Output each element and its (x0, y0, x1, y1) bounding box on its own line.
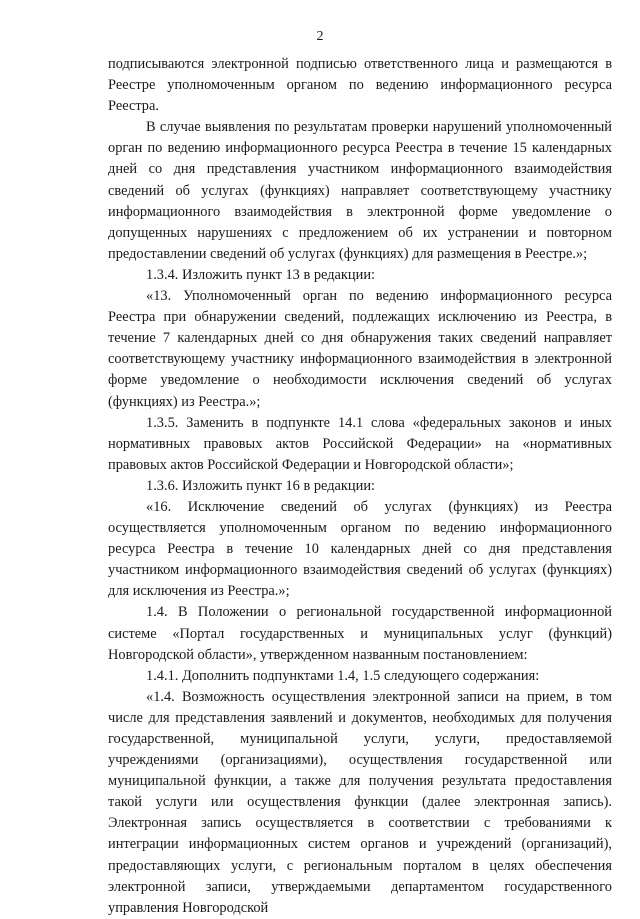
paragraph-1-3-4: 1.3.4. Изложить пункт 13 в редакции: (146, 266, 376, 283)
paragraph-item-16: «16. Исключение сведений об услугах (функциях) из Реестра осуществляется уполномоченным органом по ведению информационного ресурса Реестра в течение 10 календарных дней со дня представления участником информационного взаимодействия сведений об услугах (функциях) для исключения из Реестра.»; (108, 498, 612, 600)
paragraph-item-1-4: «1.4. Возможность осуществления электронной записи на прием, в том числе для представления заявлений и документов, необходимых для получения государственной, муниципальной услуги, услуги, предоставляемой учреждениями (организациями), осуществления государственной или муниципальной функции, а также для получения результата предоставления такой услуги или осуществления функции (далее электронная запись). Электронная запись осуществляется в соответствии с требованиями к интеграции информационных систем органов и учреждений (организаций), предоставляющих услуги, с региональным порталом в целях обеспечения электронной записи, утверждаемыми департаментом государственного управления Новгородской (108, 688, 612, 916)
page-number: 2 (316, 29, 324, 44)
paragraph-1-3-6: 1.3.6. Изложить пункт 16 в редакции: (146, 477, 376, 494)
paragraph-1-4-1: 1.4.1. Дополнить подпунктами 1.4, 1.5 следующего содержания: (146, 667, 540, 684)
paragraph-item-13: «13. Уполномоченный орган по ведению информационного ресурса Реестра при обнаружении сведений, подлежащих исключению из Реестра, в течение 7 календарных дней со дня обнаружения таких сведений направляет соответствующему участнику информационного взаимодействия в электронной форме уведомление о необходимости исключения сведений об услугах (функциях) из Реестра.»; (108, 288, 612, 410)
document-body (108, 54, 612, 919)
paragraph-1-3-5: 1.3.5. Заменить в подпункте 14.1 слова «федеральных законов и иных нормативных правовых актов Российской Федерации» на «нормативных правовых актов Российской Федерации и Новгородской области»; (108, 414, 612, 473)
paragraph-violations-notice: В случае выявления по результатам проверки нарушений уполномоченный орган по ведению информационного ресурса Реестра в течение 15 календарных дней со дня представления участником информационного взаимодействия сведений об услугах (функциях) направляет соответствующему участнику информационного взаимодействия в электронной форме уведомление о допущенных нарушениях с предложением об их устранении и повторном предоставлении сведений об услугах (функциях) для размещения в Реестре.»; (108, 119, 612, 262)
paragraph-1-4: 1.4. В Положении о региональной государственной информационной системе «Портал государственных и муниципальных услуг (функций) Новгородской области», утвержденном названным постановлением: (108, 604, 612, 663)
paragraph-continuation: подписываются электронной подписью ответственного лица и размещаются в Реестре уполномоченным органом по ведению информационного ресурса Реестра. (108, 56, 612, 115)
